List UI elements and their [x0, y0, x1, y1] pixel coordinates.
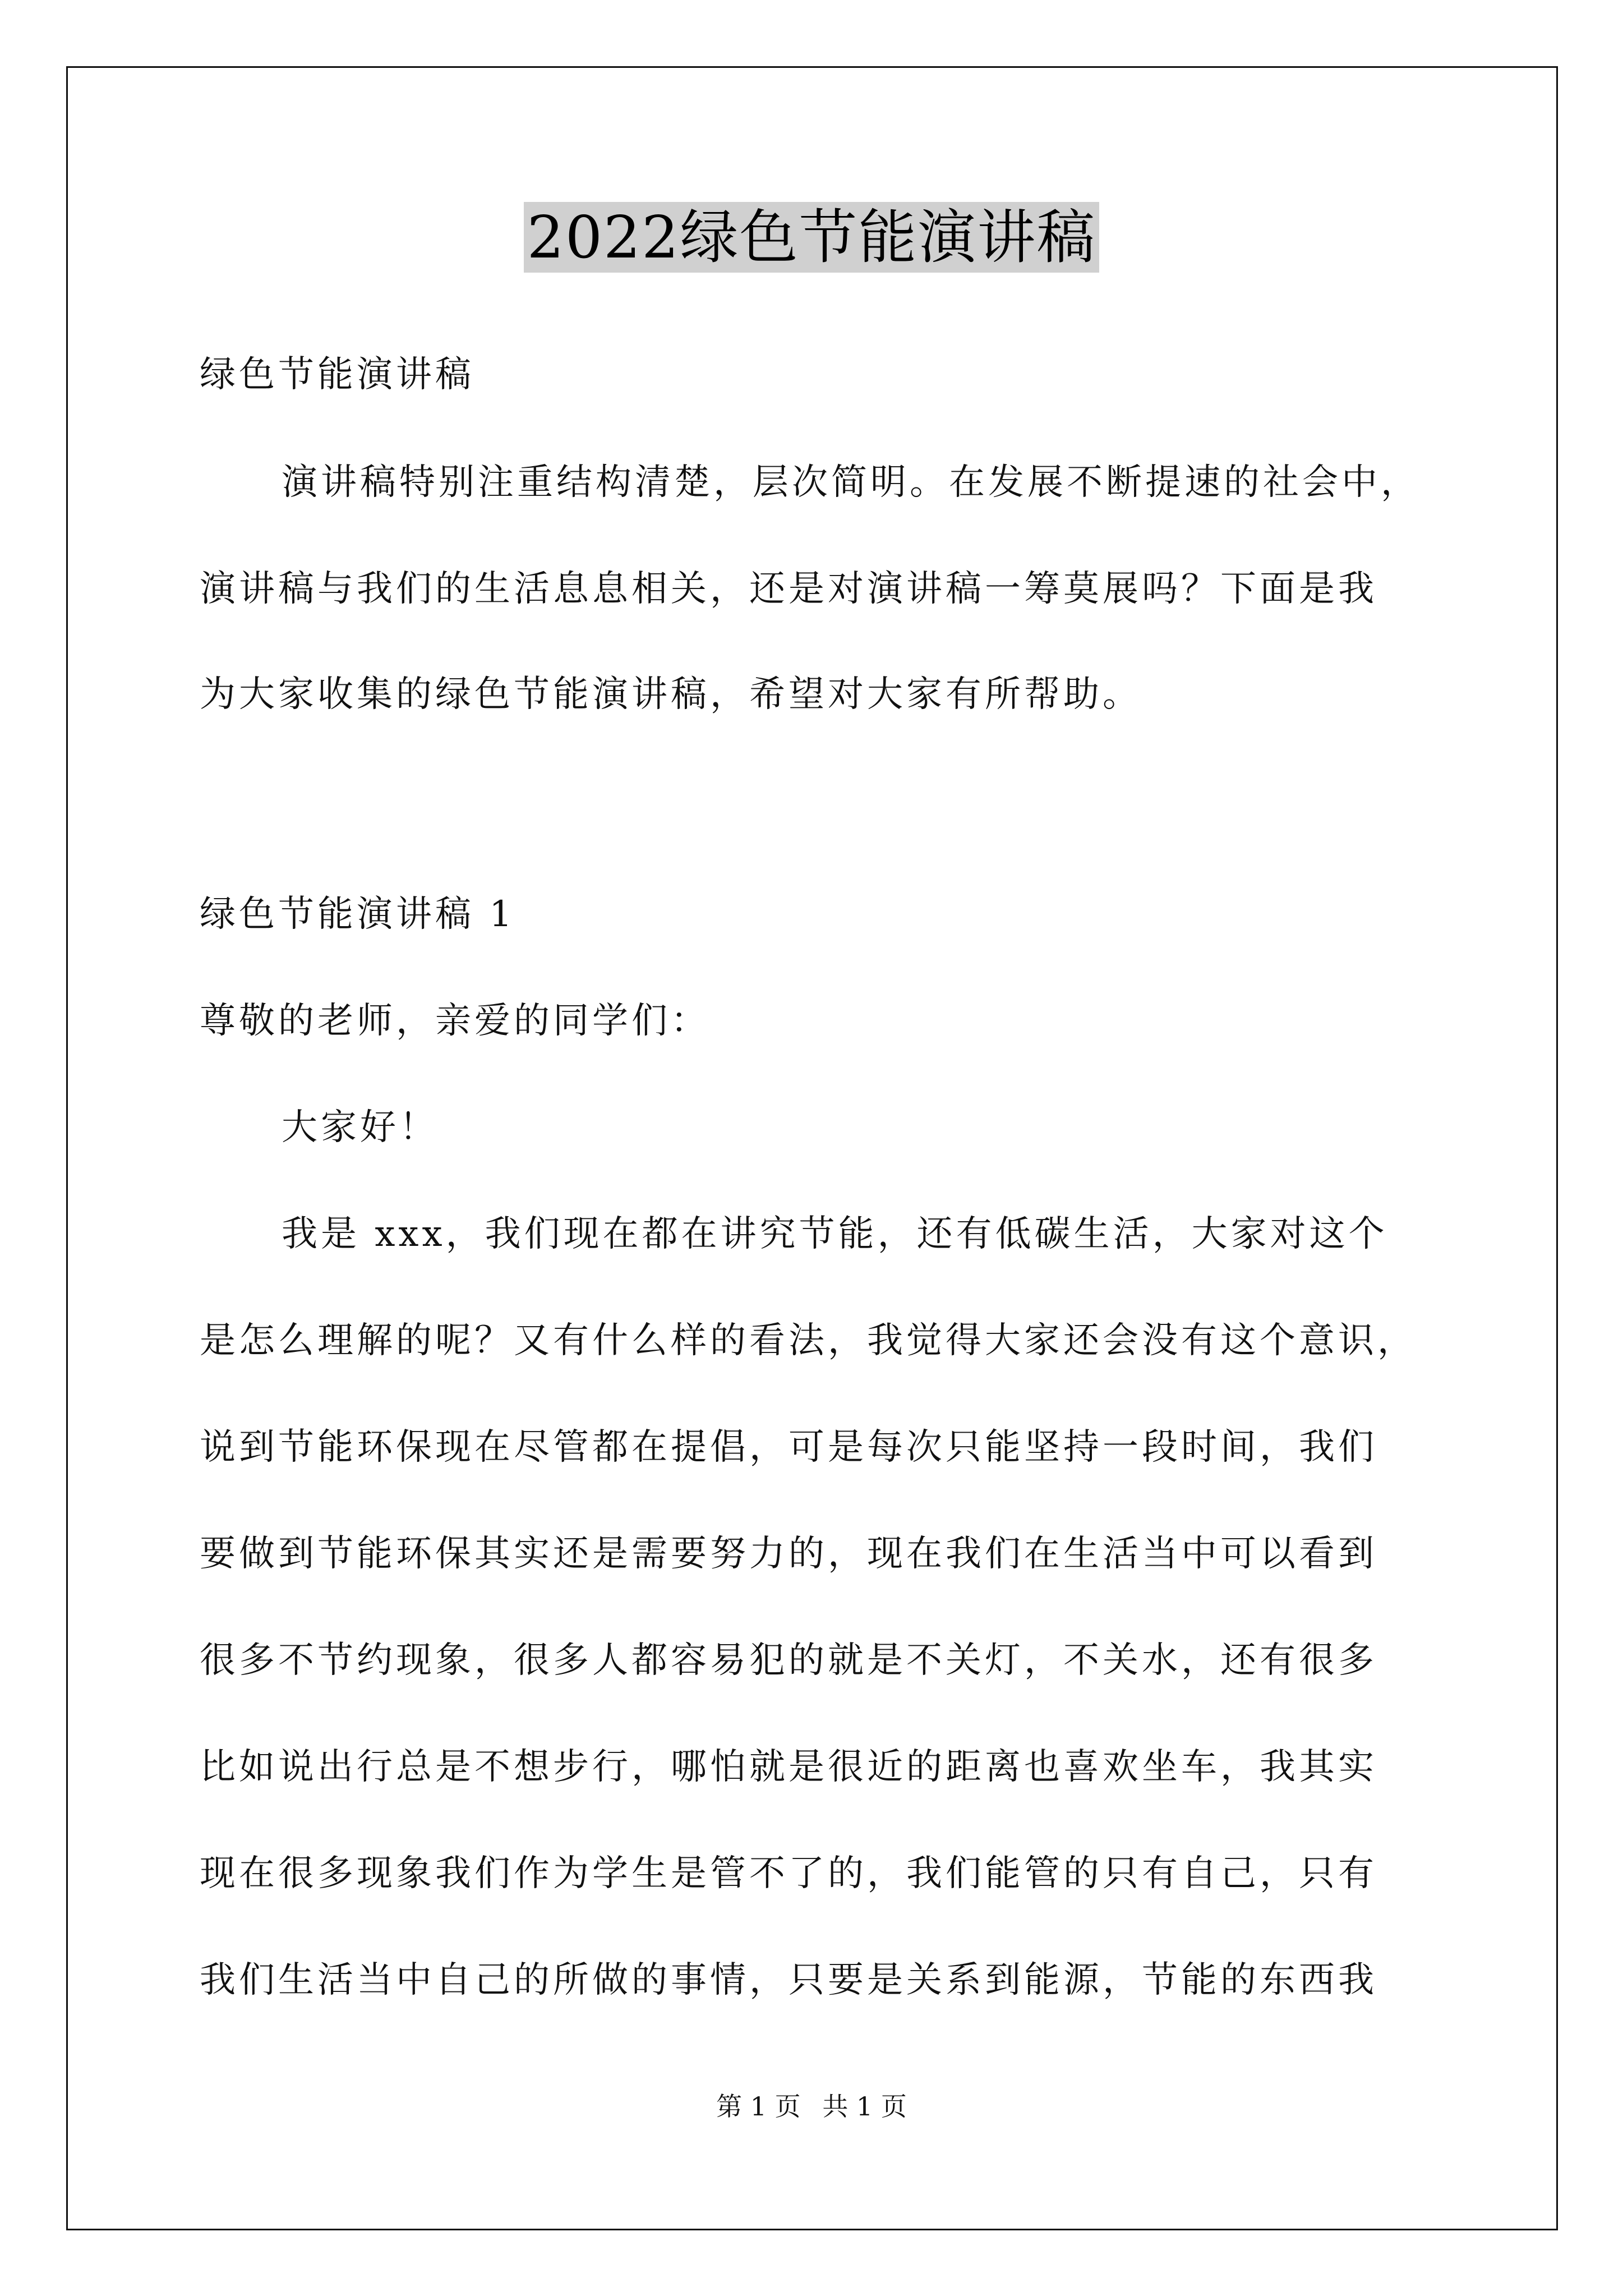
- body-paragraph-line: 说到节能环保现在尽管都在提倡，可是每次只能坚持一段时间，我们: [200, 1427, 1377, 1468]
- title-container: [0, 202, 1623, 273]
- body-paragraph-line: 要做到节能环保其实还是需要努力的，现在我们在生活当中可以看到: [200, 1533, 1377, 1575]
- page-footer: [0, 2090, 1623, 2123]
- page-number: 第 1 页: [716, 2091, 801, 2122]
- body-paragraph-line: 是怎么理解的呢？又有什么样的看法，我觉得大家还会没有这个意识，: [200, 1320, 1417, 1361]
- body-paragraph-line: 很多不节约现象，很多人都容易犯的就是不关灯，不关水，还有很多: [200, 1640, 1377, 1681]
- document-subtitle: 绿色节能演讲稿: [200, 354, 474, 395]
- intro-paragraph-line: 演讲稿与我们的生活息息相关，还是对演讲稿一筹莫展吗？下面是我: [200, 568, 1377, 610]
- page-total: 共 1 页: [822, 2091, 907, 2122]
- body-paragraph-line: 现在很多现象我们作为学生是管不了的，我们能管的只有自己，只有: [200, 1853, 1377, 1894]
- intro-paragraph-line: 为大家收集的绿色节能演讲稿，希望对大家有所帮助。: [200, 674, 1142, 715]
- body-paragraph-line: 我们生活当中自己的所做的事情，只要是关系到能源，节能的东西我: [200, 1959, 1377, 2001]
- section-heading: 绿色节能演讲稿 1: [200, 894, 516, 935]
- greeting: 大家好！: [282, 1107, 439, 1148]
- document-title: 2022绿色节能演讲稿: [524, 202, 1100, 273]
- body-paragraph-line: 比如说出行总是不想步行，哪怕就是很近的距离也喜欢坐车，我其实: [200, 1746, 1377, 1788]
- salutation: 尊敬的老师，亲爱的同学们：: [200, 1000, 710, 1042]
- body-paragraph-line: 我是 xxx，我们现在都在讲究节能，还有低碳生活，大家对这个: [282, 1213, 1388, 1255]
- intro-paragraph-line: 演讲稿特别注重结构清楚，层次简明。在发展不断提速的社会中，: [282, 462, 1420, 503]
